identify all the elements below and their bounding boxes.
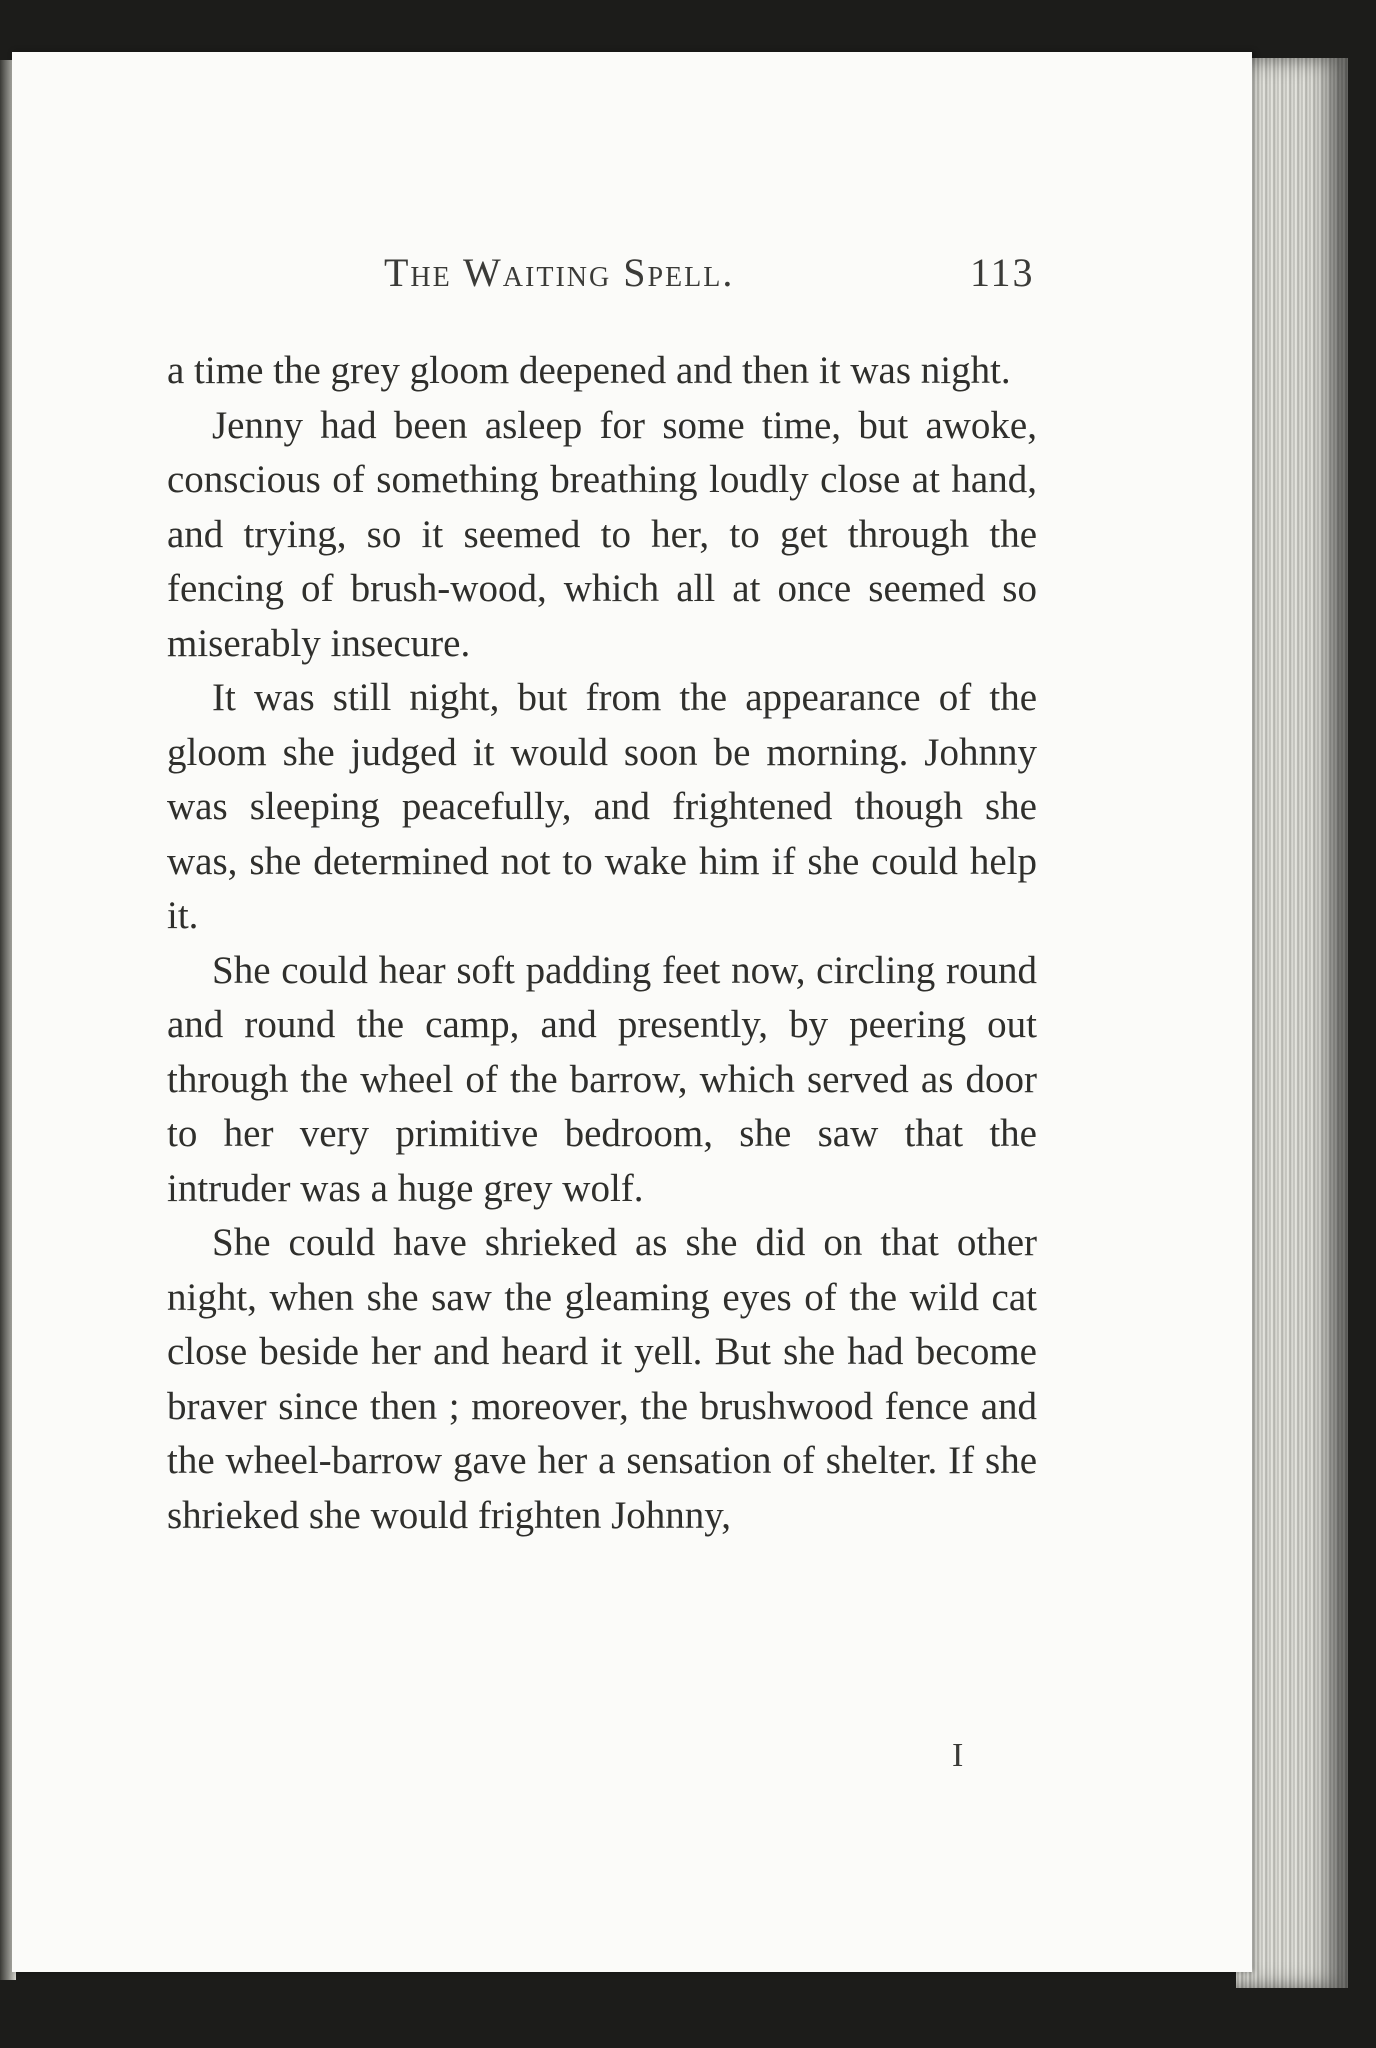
paragraph: Jenny had been asleep for some time, but awoke, conscious of something breathing loudly close at hand, and trying, so it seemed to her, to get through the fencing of brush-wood, which all at once seemed so miserably insecure. (167, 403, 1037, 665)
page-block-edges (1236, 58, 1348, 1988)
paragraph: She could have shrieked as she did on that other night, when she saw the gleaming eyes of the wild cat close beside her and heard it yell. But she had become braver since then ; moreover, the brushwood fence and the wheel-barrow gave her a sensation of shelter. If she shrieked she would frighten Johnny, (167, 1221, 1037, 1537)
body-text (167, 344, 1037, 1543)
paragraph: She could hear soft padding feet now, circling round and round the camp, and presently, by peering out through the wheel of the barrow, which served as door to her very primitive bedroom, she saw that the intruder was a huge grey wolf. (167, 948, 1037, 1210)
paragraph: It was still night, but from the appearance of the gloom she judged it would soon be morning. Johnny was sleeping peacefully, and frightened though she was, she determined not to wake him if she could help it. (167, 676, 1037, 937)
page-number: 113 (970, 250, 1035, 295)
book-page (12, 52, 1252, 1972)
signature-mark: I (952, 1737, 964, 1774)
running-head-title: The Waiting Spell. (384, 250, 735, 295)
running-head (12, 249, 1252, 309)
paragraph: a time the grey gloom deepened and then it was night. (167, 349, 1011, 392)
